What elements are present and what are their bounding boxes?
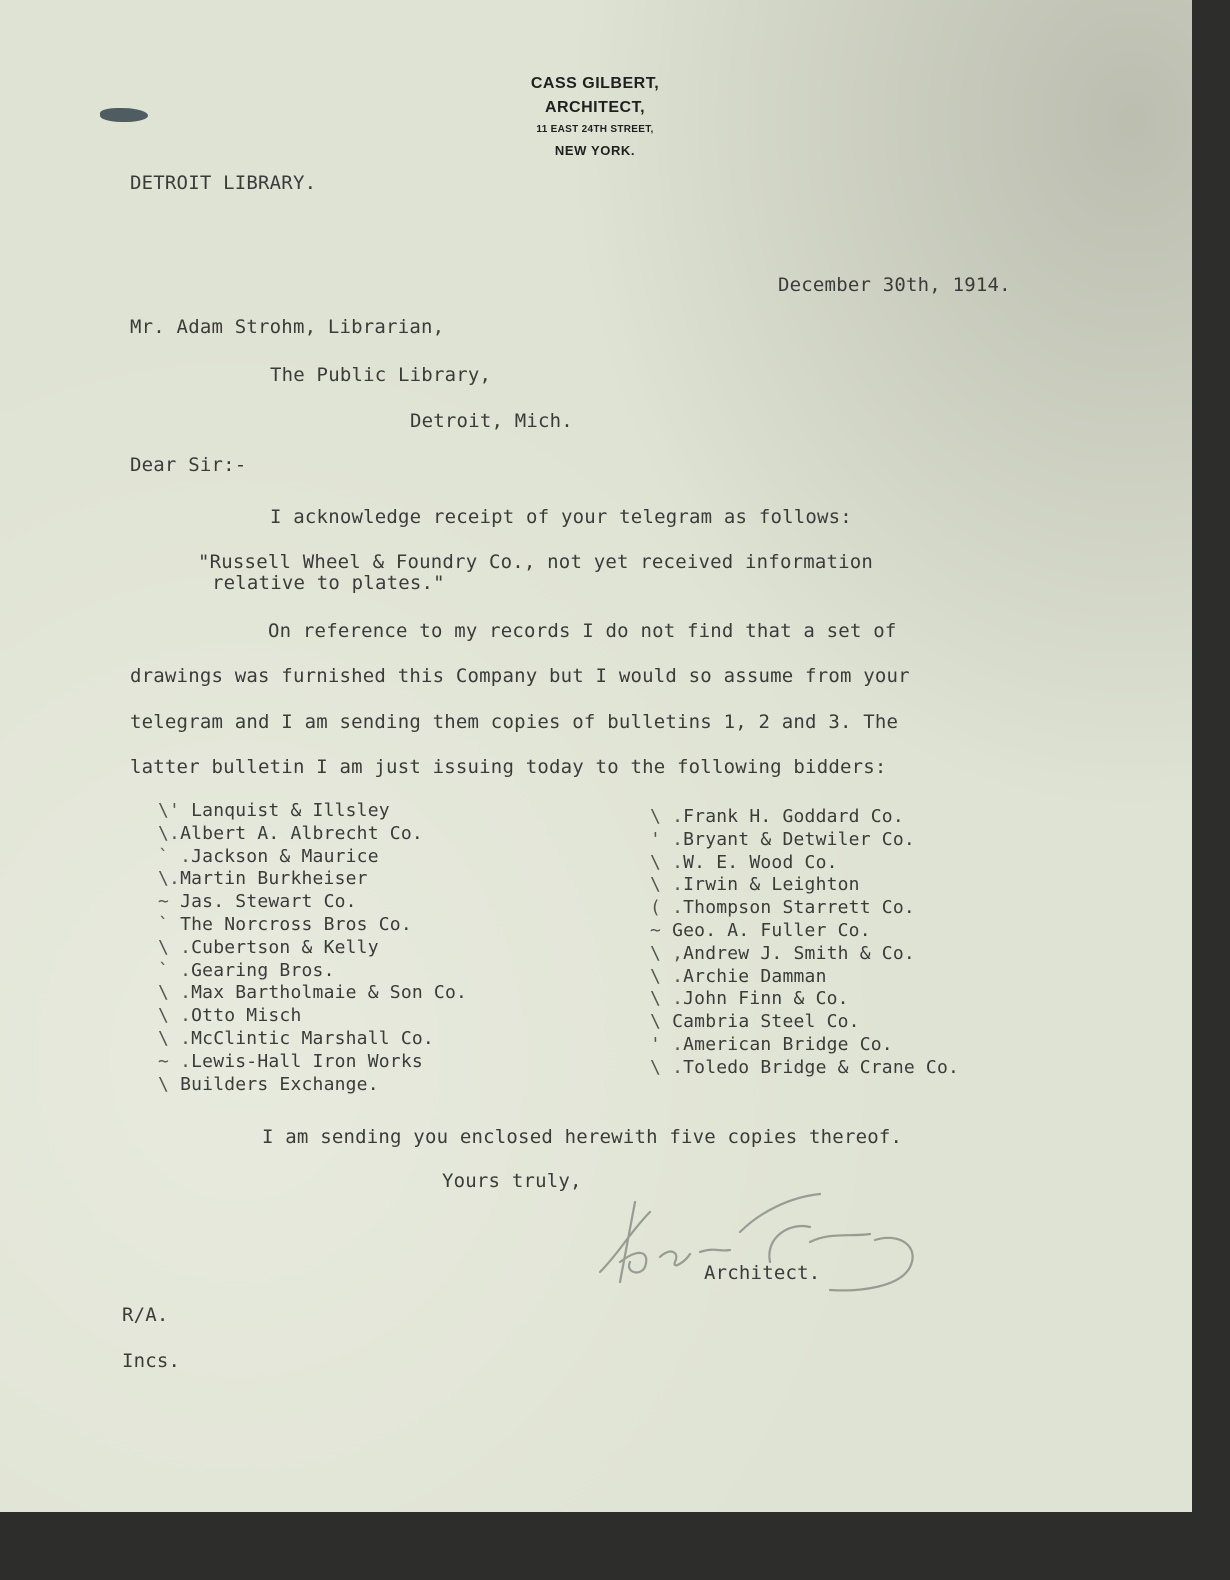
list-item: ~ Jas. Stewart Co. xyxy=(158,891,357,913)
list-item: \.Martin Burkheiser xyxy=(158,868,368,890)
scan-background xyxy=(0,1512,1230,1580)
list-item: ~ Geo. A. Fuller Co. xyxy=(650,919,871,941)
list-item: \ Builders Exchange. xyxy=(158,1073,379,1095)
recipient-line-3: Detroit, Mich. xyxy=(410,410,573,432)
list-item: ' .Bryant & Detwiler Co. xyxy=(650,828,915,850)
list-item: \' Lanquist & Illsley xyxy=(158,800,390,821)
closing: Yours truly, xyxy=(442,1170,582,1192)
list-item: ' .American Bridge Co. xyxy=(650,1033,893,1055)
letter-date: December 30th, 1914. xyxy=(778,274,1011,296)
list-item: \ .Frank H. Goddard Co. xyxy=(650,806,904,827)
list-item: \ .Cubertson & Kelly xyxy=(158,936,379,958)
file-label: DETROIT LIBRARY. xyxy=(130,172,317,194)
signature-title: Architect. xyxy=(704,1262,821,1284)
list-item: ( .Thompson Starrett Co. xyxy=(650,897,915,919)
body-paragraph-2-line-2: drawings was furnished this Company but I would so assume from your xyxy=(130,665,910,687)
list-item: \ .Max Bartholmaie & Son Co. xyxy=(158,982,468,1004)
body-paragraph-2-line-3: telegram and I am sending them copies of bulletins 1, 2 and 3. The xyxy=(130,711,899,733)
letterhead-street: 11 EAST 24TH STREET, xyxy=(536,124,654,135)
list-item: \ ,Andrew J. Smith & Co. xyxy=(650,942,915,964)
recipient-line-2: The Public Library, xyxy=(270,364,492,386)
list-item: \ .McClintic Marshall Co. xyxy=(158,1027,434,1049)
typist-initials: R/A. xyxy=(122,1304,169,1326)
list-item: \ .W. E. Wood Co. xyxy=(650,851,838,873)
letterhead-name: CASS GILBERT, xyxy=(530,75,660,92)
closing-line: I am sending you enclosed herewith five copies thereof. xyxy=(262,1126,903,1148)
list-item: \ .Toledo Bridge & Crane Co. xyxy=(650,1056,960,1078)
list-item: \ .Otto Misch xyxy=(158,1005,302,1027)
list-item: \ Cambria Steel Co. xyxy=(650,1011,860,1033)
list-item: \ .Archie Damman xyxy=(650,965,827,987)
list-item: ` The Norcross Bros Co. xyxy=(158,913,412,935)
bidders-right-list xyxy=(650,806,959,1080)
body-paragraph-2-line-1: On reference to my records I do not find that a set of xyxy=(268,620,897,642)
letterhead-title: ARCHITECT, xyxy=(544,99,646,116)
list-item: \ .Irwin & Leighton xyxy=(650,874,860,896)
bidders-left-list xyxy=(158,800,467,1096)
list-item: \.Albert A. Albrecht Co. xyxy=(158,822,423,844)
list-item: \ .John Finn & Co. xyxy=(650,988,849,1010)
telegram-quote-line-1: "Russell Wheel & Foundry Co., not yet received information xyxy=(198,551,874,573)
telegram-quote-line-2: relative to plates." xyxy=(212,572,445,594)
list-item: ~ .Lewis-Hall Iron Works xyxy=(158,1050,423,1072)
list-item: ` .Jackson & Maurice xyxy=(158,845,379,867)
letterhead-city: NEW YORK. xyxy=(554,143,636,158)
recipient-line-1: Mr. Adam Strohm, Librarian, xyxy=(130,316,445,338)
list-item: ` .Gearing Bros. xyxy=(158,959,335,981)
salutation: Dear Sir:- xyxy=(130,454,247,476)
enclosures-note: Incs. xyxy=(122,1350,181,1372)
body-paragraph-2-line-4: latter bulletin I am just issuing today to the following bidders: xyxy=(130,756,887,778)
ink-stain xyxy=(100,108,148,122)
letterhead xyxy=(450,72,740,162)
body-paragraph-1: I acknowledge receipt of your telegram as follows: xyxy=(270,506,852,528)
